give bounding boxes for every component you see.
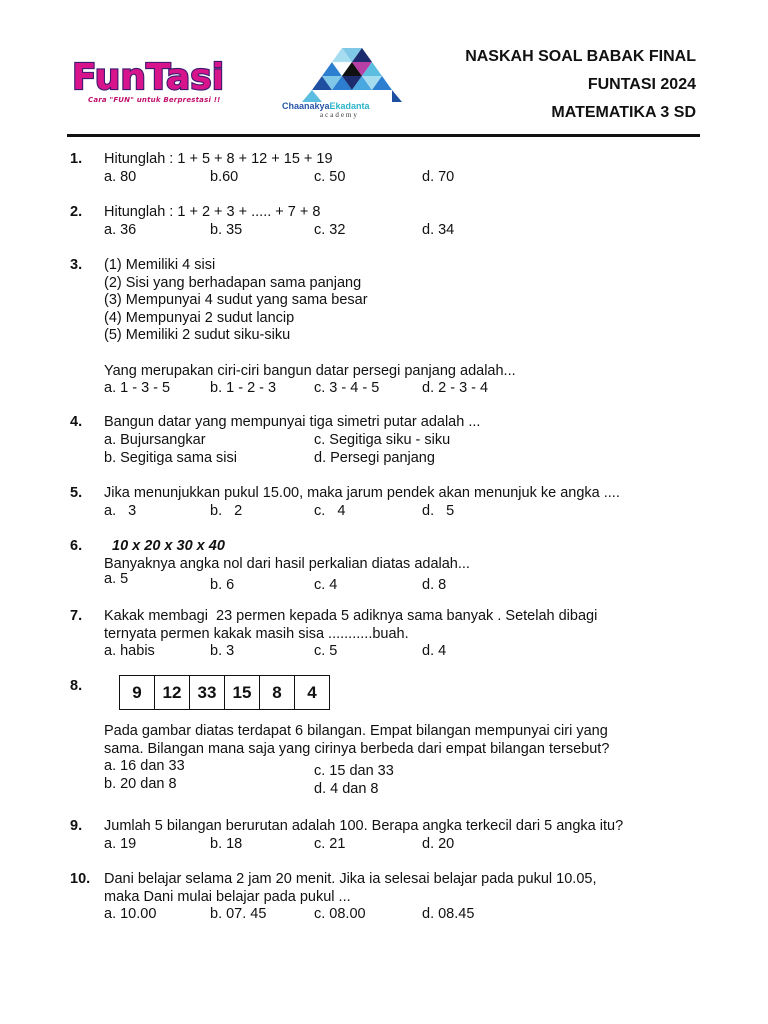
- question-text: Hitunglah : 1 + 2 + 3 + ..... + 7 + 8: [104, 204, 321, 220]
- option-a[interactable]: a. 3: [104, 502, 137, 519]
- question-text-line-2: ternyata permen kakak masih sisa ...........buah.: [104, 625, 409, 642]
- option-c[interactable]: c. 50: [314, 168, 346, 185]
- answer-options-row-2: [104, 776, 704, 797]
- question-number: 3.: [70, 257, 83, 273]
- question-number: 6.: [70, 538, 83, 554]
- question-text-line-1: Dani belajar selama 2 jam 20 menit. Jika ia selesai belajar pada pukul 10.05,: [104, 871, 597, 887]
- option-c[interactable]: c. 4: [314, 577, 338, 593]
- answer-options-row-1: [104, 432, 704, 450]
- academy-name: [282, 101, 432, 111]
- option-a[interactable]: a. 36: [104, 221, 137, 238]
- header-divider: [67, 134, 700, 137]
- answer-options: [104, 906, 704, 924]
- multiplication-expression: 10 x 20 x 30 x 40: [112, 538, 225, 554]
- question-text-line-2: sama. Bilangan mana saja yang cirinya berbeda dari empat bilangan tersebut?: [104, 740, 610, 757]
- option-b[interactable]: b.60: [210, 168, 239, 185]
- option-c[interactable]: c. 32: [314, 221, 346, 238]
- option-b[interactable]: b. 07. 45: [210, 906, 267, 922]
- option-a[interactable]: a. 10.00: [104, 906, 157, 922]
- option-a[interactable]: a. 80: [104, 168, 137, 185]
- statement-1: (1) Memiliki 4 sisi: [104, 257, 216, 273]
- option-c[interactable]: c. 08.00: [314, 906, 366, 922]
- question-number: 8.: [70, 678, 83, 694]
- question-text: Bangun datar yang mempunyai tiga simetri putar adalah ...: [104, 414, 481, 430]
- funtasi-logo-text: FunTasi: [72, 57, 225, 98]
- option-c[interactable]: c. 3 - 4 - 5: [314, 380, 380, 396]
- academy-name-part1: Chaanakya: [282, 101, 330, 111]
- academy-name-part2: Ekadanta: [329, 101, 370, 111]
- question-number: 4.: [70, 414, 83, 430]
- option-b[interactable]: b. 20 dan 8: [104, 776, 177, 792]
- option-d[interactable]: d. Persegi panjang: [314, 449, 435, 466]
- number-cell: 9: [120, 676, 155, 710]
- option-c[interactable]: c. Segitiga siku - siku: [314, 431, 451, 448]
- answer-options: [104, 643, 704, 661]
- question-text: Jika menunjukkan pukul 15.00, maka jarum pendek akan menunjuk ke angka ....: [104, 485, 620, 501]
- funtasi-tagline: Cara "FUN" untuk Berprestasi !!: [88, 96, 221, 104]
- triangle-emblem-icon: [280, 44, 430, 104]
- answer-options-row-2: [104, 450, 704, 468]
- number-cell: 8: [260, 676, 295, 710]
- answer-options: [104, 573, 704, 595]
- option-d[interactable]: d. 4 dan 8: [314, 781, 379, 797]
- option-a[interactable]: a. Bujursangkar: [104, 431, 206, 448]
- option-b[interactable]: b. 18: [210, 835, 243, 852]
- option-b[interactable]: b. 3: [210, 643, 235, 659]
- question-text: Jumlah 5 bilangan berurutan adalah 100. Berapa angka terkecil dari 5 angka itu?: [104, 818, 624, 834]
- answer-options: [104, 503, 704, 521]
- academy-subtitle: academy: [320, 111, 359, 119]
- option-b[interactable]: b. 1 - 2 - 3: [210, 380, 277, 396]
- question-number: 9.: [70, 818, 83, 834]
- statement-2: (2) Sisi yang berhadapan sama panjang: [104, 274, 362, 291]
- number-cell: 4: [295, 676, 330, 710]
- answer-options: [104, 169, 704, 187]
- page-header: [0, 0, 768, 140]
- question-number: 5.: [70, 485, 83, 501]
- funtasi-logo: [70, 56, 255, 116]
- question-text-line-2: maka Dani mulai belajar pada pukul ...: [104, 888, 351, 905]
- question-text: Banyaknya angka nol dari hasil perkalian diatas adalah...: [104, 555, 470, 572]
- option-c[interactable]: c. 5: [314, 643, 338, 659]
- option-d[interactable]: d. 8: [422, 577, 447, 593]
- number-table: [119, 675, 330, 710]
- option-b[interactable]: b. Segitiga sama sisi: [104, 449, 237, 466]
- question-number: 10.: [70, 871, 91, 887]
- question-text-line-1: Kakak membagi 23 permen kepada 5 adiknya sama banyak . Setelah dibagi: [104, 608, 598, 624]
- number-cell: 33: [190, 676, 225, 710]
- option-a[interactable]: a. 1 - 3 - 5: [104, 380, 171, 396]
- statement-4: (4) Mempunyai 2 sudut lancip: [104, 309, 295, 326]
- option-d[interactable]: d. 70: [422, 168, 455, 185]
- option-d[interactable]: d. 08.45: [422, 906, 475, 922]
- option-a[interactable]: a. 5: [104, 571, 129, 587]
- option-c[interactable]: c. 15 dan 33: [314, 763, 394, 779]
- option-c[interactable]: c. 4: [314, 502, 346, 519]
- number-cell: 12: [155, 676, 190, 710]
- exam-title-line-1: NASKAH SOAL BABAK FINAL: [465, 48, 696, 65]
- option-d[interactable]: d. 4: [422, 643, 447, 659]
- option-b[interactable]: b. 35: [210, 221, 243, 238]
- option-b[interactable]: b. 2: [210, 502, 243, 519]
- question-number: 7.: [70, 608, 83, 624]
- option-b[interactable]: b. 6: [210, 577, 235, 593]
- exam-title-block: [465, 43, 696, 127]
- statement-5: (5) Memiliki 2 sudut siku-siku: [104, 327, 291, 343]
- statement-3: (3) Mempunyai 4 sudut yang sama besar: [104, 292, 368, 308]
- answer-options: [104, 380, 704, 398]
- answer-options: [104, 836, 704, 854]
- exam-title-line-3: MATEMATIKA 3 SD: [551, 104, 696, 121]
- option-a[interactable]: a. 19: [104, 835, 137, 852]
- option-a[interactable]: a. habis: [104, 643, 155, 659]
- exam-title-line-2: FUNTASI 2024: [587, 76, 696, 93]
- answer-options-row-1: [104, 758, 704, 779]
- option-d[interactable]: d. 34: [422, 221, 455, 238]
- option-d[interactable]: d. 5: [422, 502, 455, 519]
- option-a[interactable]: a. 16 dan 33: [104, 758, 185, 774]
- option-d[interactable]: d. 20: [422, 835, 455, 852]
- number-cell: 15: [225, 676, 260, 710]
- answer-options: [104, 222, 704, 240]
- option-d[interactable]: d. 2 - 3 - 4: [422, 380, 489, 396]
- question-text-line-1: Pada gambar diatas terdapat 6 bilangan. Empat bilangan mempunyai ciri yang: [104, 723, 608, 739]
- option-c[interactable]: c. 21: [314, 835, 346, 852]
- question-prompt: Yang merupakan ciri-ciri bangun datar persegi panjang adalah...: [104, 362, 516, 379]
- question-text: Hitunglah : 1 + 5 + 8 + 12 + 15 + 19: [104, 151, 333, 167]
- question-number: 1.: [70, 151, 83, 167]
- question-number: 2.: [70, 204, 83, 220]
